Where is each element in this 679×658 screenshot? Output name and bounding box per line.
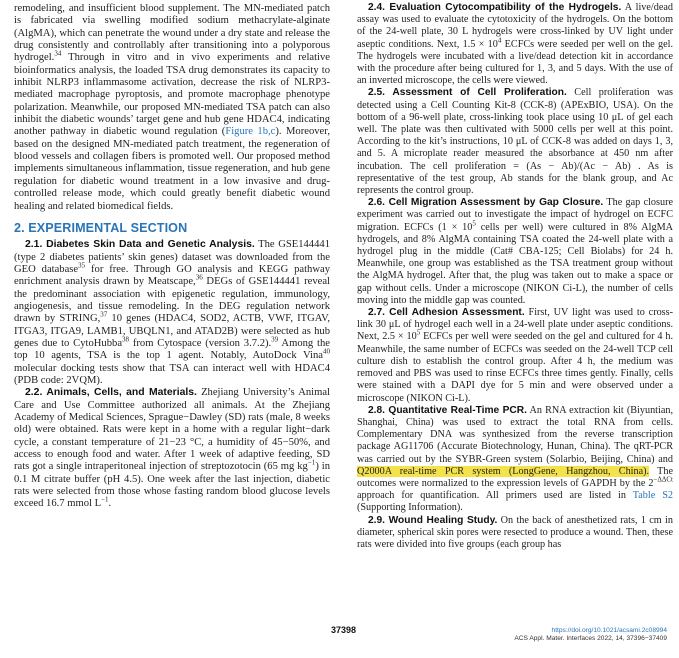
- text-run: On the back of anesthetized rats, 1 cm in diameter, spherical skin pores were resected to produce a wound. Then, these rats were divided into five groups (each group has: [357, 514, 673, 550]
- highlighted-text: Q2000A real-time PCR system (LongGene, Hangzhou, China).: [357, 465, 650, 477]
- superscript: 4: [497, 36, 502, 45]
- text-run: Among the top 10 agents, TSA is the top 1 agent. Notably, AutoDock Vina: [14, 337, 330, 362]
- text-run: The outcomes were normalized to the expression levels of GAPDH by the 2: [357, 465, 673, 489]
- subsection-heading: 2.7. Cell Adhesion Assessment.: [368, 307, 525, 319]
- section-2-5-paragraph: [357, 87, 673, 197]
- citation-ref[interactable]: 38: [122, 335, 130, 344]
- section-2-2-paragraph: [14, 387, 330, 510]
- section-2-1-paragraph: [14, 239, 330, 387]
- citation-ref[interactable]: 34: [54, 49, 62, 58]
- superscript: −1: [101, 495, 109, 504]
- right-column: [357, 2, 673, 551]
- doi-link[interactable]: https://doi.org/10.1021/acsami.2c08994: [551, 627, 667, 634]
- section-2-6-paragraph: [357, 197, 673, 307]
- superscript: −1: [307, 458, 316, 467]
- text-run: ) in 0.1 M citrate buffer (pH 4.5). One week after the last injection, diabetic rats were selected from those whose fasting random blood glucose levels exceed 16.7 mmol L: [14, 461, 330, 510]
- subsection-heading: 2.5. Assessment of Cell Proliferation.: [368, 87, 567, 99]
- text-run: ECFCs per well were seeded on the gel and cultured for 4 h. Meanwhile, the same number of ECFCs was seeded on the 24-well TCP cell culture dish to establish the control group. After 4 h, the medium was removed and PBS was used to rinse ECFCs three times gently. Finally, cells were stained with a DAPI dye for 5 min and were observed under a microscope (NIKON Ci-L).: [357, 331, 673, 404]
- section-2-9-paragraph: [357, 515, 673, 552]
- text-run: The gap closure experiment was carried out to investigate the impact of hydrogel on ECFC migration. ECFCs (1 × 10: [357, 197, 673, 233]
- text-run: DEGs of GSE144441 reveal the predominant association with epigenetic regulation, immunology, angiogenesis, and tissue remodeling. In the DEG regulation network drawn by STRING,: [14, 276, 330, 325]
- text-run: ECFCs were seeded per well on the gel. The hydrogels were incubated with a live/dead detection kit in accordance with the procedure after being cultured for 1, 3, and 5 days. With the use of an inverted microscope, the cells were viewed.: [357, 38, 673, 87]
- subsection-heading: 2.4. Evaluation Cytocompatibility of the Hydrogels.: [368, 2, 622, 13]
- subsection-heading: 2.9. Wound Healing Study.: [368, 514, 498, 526]
- left-column: [14, 3, 330, 511]
- text-run: (Supporting Information).: [357, 502, 463, 514]
- citation-ref[interactable]: 35: [78, 261, 86, 270]
- intro-paragraph: [14, 3, 330, 213]
- text-run: for free. Through GO analysis and KEGG pathway enrichment analysis drawn by Meatscape,: [14, 263, 330, 288]
- citation-ref[interactable]: 40: [323, 347, 330, 356]
- figure-link[interactable]: Figure 1b,c: [225, 126, 276, 138]
- text-run: 10 genes (HDAC4, SOD2, ACTB, VWF, ITGAV, ITGA3, ITGA9, LAMB1, UBQLN1, and ATAD2B) were selected as hub genes due to CytoHubba: [14, 313, 330, 349]
- text-run: The GSE144441 (type 2 diabetes patients’ skin genes) dataset was downloaded from the GEO database: [14, 239, 330, 275]
- section-2-8-paragraph: [357, 405, 673, 515]
- text-run: First, UV light was used to cross-link 30 μL of hydrogel each well in a 24-well plate under aseptic conditions. Next, 2.5 × 10: [357, 307, 673, 343]
- text-run: Through in vitro and in vivo experiments and relative bioinformatics analysis, the loaded TSA drug demonstrates its capacity to inhibit NLRP3 inflammasome activation, decrease the risk of NLRP3-mediated macrophage pyroptosis, and promote macrophage phenotype polarization. Meanwhile, our proposed MN-mediated TSA patch can also inhibit the diabetic wounds’ target gene and hub gene HDAC4, indicating another pathway in diabetic wound regulation (: [14, 52, 330, 138]
- section-title: 2. EXPERIMENTAL SECTION: [14, 220, 188, 235]
- superscript: −ΔΔCt: [653, 475, 673, 484]
- superscript: 5: [472, 219, 476, 228]
- citation-ref[interactable]: 36: [195, 273, 203, 282]
- text-run: A live/dead assay was used to evaluate the cytotoxicity of the hydrogels. On the bottom of the 24-well plate, 30 L hydrogels were cross-linked by UV light under aseptic conditions. Next, 1.5 × 10: [357, 2, 673, 50]
- text-run: approach for quantification. All primers used are listed in: [357, 490, 633, 502]
- page-number: 37398: [331, 625, 357, 635]
- superscript: 5: [416, 329, 421, 338]
- text-run: remodeling, and insufficient blood supplement. The MN-mediated patch is fabricated via swelling modified sodium methacrylate-alginate (AlgMA), which can penetrate the wound under a dry state and release the drug consistently and controllably after transitioning into a polyporous hydrogel.: [14, 3, 330, 64]
- subsection-heading: 2.1. Diabetes Skin Data and Genetic Analysis.: [25, 239, 255, 251]
- text-run: .: [108, 498, 112, 510]
- journal-reference: ACS Appl. Mater. Interfaces 2022, 14, 37396−37409: [514, 635, 667, 643]
- text-run: ). Moreover, based on the designed MN-mediated patch treatment, the regeneration of blood vessels and collagen fibers is promoted well. Our proposed method implements simultaneous inflammation, tissue regeneration, and hub gene regulation for diabetic wound treatment in a low invasive and drug-controlled release mode, which could greatly benefit diabetic wound healing and related biomedical fields.: [14, 126, 330, 212]
- text-run: Cell proliferation was detected using a Cell Counting Kit-8 (CCK-8) (APExBIO, USA). On the bottom of a 96-well plate, cross-linking took place using 10 μL of gel each well. The plate was then cultivated with 5000 cells per well at this point. According to the kit’s instructions, 10 μL of CCK-8 was added on days 1, 3, and 5. A microplate reader measured the absorbance at 450 nm after incubation. The cell proliferation = (As − Ab)/(Ac − Ab) . As is representative of the test group, Ab stands for the blank group, and Ac represents the control group.: [357, 87, 673, 197]
- text-run: molecular docking tests show that TSA can interact well with HDAC4 (PDB code: 2VQM).: [14, 362, 330, 386]
- subsection-heading: 2.8. Quantitative Real-Time PCR.: [368, 404, 527, 416]
- section-2-4-paragraph: [357, 2, 673, 87]
- subsection-heading: 2.6. Cell Migration Assessment by Gap Closure.: [368, 197, 604, 209]
- text-run: from Cytospace (version 3.7.2).: [129, 337, 272, 349]
- text-run: Zhejiang University’s Animal Care and Use Committee authorized all animals. At the Zhejiang Academy of Medical Sciences, Sprague−Dawley (SD) rats (male, 8 weeks old) were obtained. Rats were kept in a home with a regular light−dark cycle, a constant temperature of 21−23 °C, a humidity of 45−50%, and access to enough food and water. After 1 week of adaptive feeding, SD rats got a single intraperitoneal injection of streptozotocin (65 mg kg: [14, 387, 330, 473]
- text-run: An RNA extraction kit (Biyuntian, Shanghai, China) was used to extract the total RNA from cells. Complementary DNA was synthesized from the reverse transcription package AG11706 (Accurate Biotechnology, Hunan, China). The qRT-PCR was carried out by the SYBR-Green system (Solarbio, Beijing, China) and: [357, 404, 673, 465]
- section-2-7-paragraph: [357, 307, 673, 405]
- text-run: cells per well) were cultured in 8% AlgMA hydrogels, and 8% AlgMA containing TSA coated the 24-well plate with a hydrogel plug in the middle (Cat# CBA-125; Cell Biolabs) for 24 h. Meanwhile, one group was established as the TSA treatment group without the AlgMA hydrogel. After that, the plug was taken out to make a space or gap without cells. Under a microscope (NIKON Ci-L), the number of cells moving into the middle gap was counted.: [357, 221, 673, 306]
- table-link[interactable]: Table S2: [632, 490, 673, 502]
- citation-ref[interactable]: 39: [271, 335, 279, 344]
- subsection-heading: 2.2. Animals, Cells, and Materials.: [25, 387, 197, 399]
- footer-citation: [514, 627, 667, 644]
- citation-ref[interactable]: 37: [100, 310, 108, 319]
